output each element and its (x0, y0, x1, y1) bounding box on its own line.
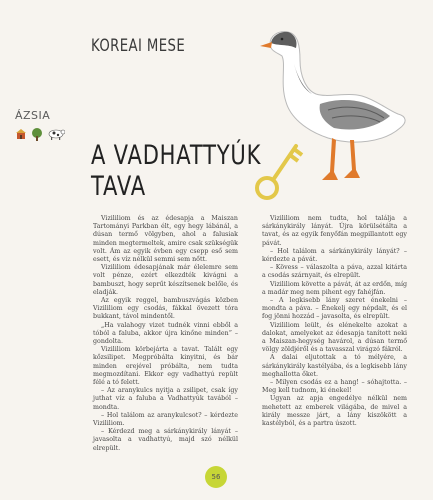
paragraph: Vizililiom és az édesapja a Maiszan Tartományi Parkban élt, egy hegy lábánál, a dúsan termő völgyben, ahol a falusiak minden megtermeltek, amire csak szükségük volt. Ám az egyik évben egy csepp eső sem esett, és víz nélkül semmi sem nőtt. (93, 215, 238, 264)
story-kicker: KOREAI MESE (91, 36, 186, 56)
golden-key-illustration (254, 126, 304, 204)
paragraph: – A legkisebb lány szeret énekelni – mondta a páva. – Énekelj egy népdalt, és el fog jönni hozzád – javasolta, és elrepült. (262, 297, 407, 321)
temple-icon (15, 128, 27, 141)
paragraph: Vizililiom követte a pávát, át az erdőn, míg a madár meg nem pihent egy fahéjfán. (262, 280, 407, 296)
paragraph: – Milyen csodás ez a hang! – sóhajtotta. – Meg kell tudnom, ki énekel! (262, 379, 407, 395)
body-column-left (93, 215, 238, 453)
story-title (91, 140, 261, 202)
region-label: ÁZSIA (15, 109, 51, 122)
region-icons (15, 128, 65, 141)
paragraph: – Az aranykulcs nyitja a zsilipet, csak így juthat víz a faluba a Vadhattyúk tavából – mondta. (93, 387, 238, 411)
paragraph: – Hol találom az aranykulcsot? – kérdezte Vizililiom. (93, 411, 238, 428)
tree-icon (31, 128, 43, 141)
paragraph: Vizililiom édesapjának már élelemre sem volt pénze, ezért elkezdték kivágni a bambuszt, hogy seprűt készítsenek belőle, és eladják. (93, 264, 238, 296)
paragraph: A dalai eljutottak a tó mélyére, a sárkánykirály kastélyába, és a legkisebb lány meghallotta őket. (262, 354, 407, 378)
story-title-line-2: TAVA (91, 171, 146, 202)
paragraph: Ugyan az apja engedélye nélkül nem mehetett az emberek világába, de mivel a király messze járt, a lány kiszökött a kastélyból, és a partra úszott. (262, 395, 407, 428)
paragraph: Vizililiom körbejárta a tavat. Talált egy kőzsilipet. Megpróbálta kinyitni, és bár minden erejével próbálta, nem tudta megmozdítani. Ekkor egy vadhattyú repült félé a tó felett. (93, 346, 238, 387)
paragraph: Az egyik reggel, bambuszvágás közben Vizililiom egy csodás, fákkal övezett tóra bukkant, távol mindentől. (93, 297, 238, 321)
paragraph: – Hol találom a sárkánykirály lányát? – kérdezte a pávát. (262, 247, 407, 264)
page-number-badge (205, 466, 227, 488)
paragraph: Vizililiom nem tudta, hol találja a sárkánykirály lányát. Újra körülsétálta a tavat, és az egyik fenyőfán megpillantott egy pávát. (262, 215, 407, 247)
paragraph: Vizililiom leült, és elénekelte azokat a dalokat, amelyeket az édesapja tanított neki a Maiszan-hegység havárol, a dúsan termő völgy zöldjéről és a tavasszal virágzó fákról. (262, 321, 407, 354)
cow-icon (47, 128, 65, 141)
paragraph: – Kérdezd meg a sárkánykirály lányát – javasolta a vadhattyú, majd szó nélkül elrepült. (93, 428, 238, 452)
body-column-right (262, 215, 407, 428)
page-number: 56 (211, 473, 221, 481)
paragraph: „Ha valahogy vizet tudnék vinni ebből a tóból a faluba, akkor újra kinőne minden” – gondolta. (93, 321, 238, 346)
story-title-line-1: A VADHATTYÚK (91, 140, 262, 171)
paragraph: – Kövess – válaszolta a páva, azzal kitárta a csodás szárnyait, és elrepült. (262, 264, 407, 280)
